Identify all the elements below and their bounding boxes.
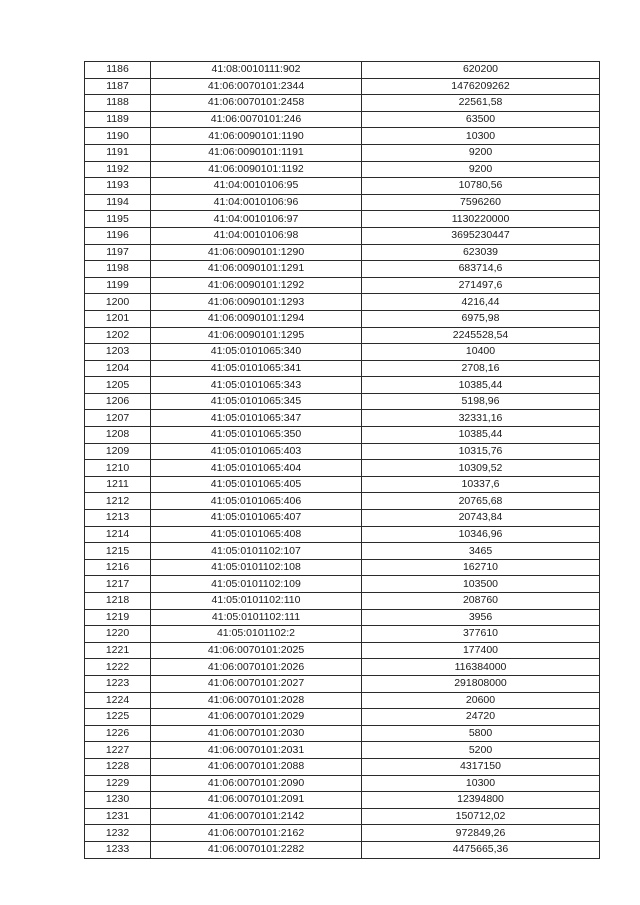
table-row: [85, 310, 600, 327]
value-cell: 10346,96: [362, 526, 600, 543]
table-row: [85, 327, 600, 344]
row-number-cell: 1189: [85, 111, 151, 128]
row-number-cell: 1210: [85, 460, 151, 477]
value-cell: 10385,44: [362, 377, 600, 394]
row-number-cell: 1233: [85, 841, 151, 858]
value-cell: 5198,96: [362, 393, 600, 410]
row-number-cell: 1228: [85, 758, 151, 775]
value-cell: 9200: [362, 144, 600, 161]
row-number-cell: 1224: [85, 692, 151, 709]
cadastral-number-cell: 41:05:0101065:340: [151, 344, 362, 361]
row-number-cell: 1208: [85, 427, 151, 444]
value-cell: 3956: [362, 609, 600, 626]
value-cell: 10300: [362, 128, 600, 145]
cadastral-number-cell: 41:06:0070101:2031: [151, 742, 362, 759]
table-row: [85, 360, 600, 377]
value-cell: 103500: [362, 576, 600, 593]
cadastral-number-cell: 41:06:0090101:1294: [151, 310, 362, 327]
cadastral-number-cell: 41:06:0090101:1192: [151, 161, 362, 178]
value-cell: 4475665,36: [362, 841, 600, 858]
row-number-cell: 1214: [85, 526, 151, 543]
cadastral-number-cell: 41:05:0101065:341: [151, 360, 362, 377]
row-number-cell: 1209: [85, 443, 151, 460]
value-cell: 116384000: [362, 659, 600, 676]
table-body: [85, 62, 600, 859]
cadastral-number-cell: 41:08:0010111:902: [151, 62, 362, 79]
value-cell: 20743,84: [362, 510, 600, 527]
table-row: [85, 775, 600, 792]
value-cell: 12394800: [362, 792, 600, 809]
table-row: [85, 377, 600, 394]
cadastral-number-cell: 41:06:0070101:2088: [151, 758, 362, 775]
value-cell: 7596260: [362, 194, 600, 211]
cadastral-number-cell: 41:06:0070101:2282: [151, 841, 362, 858]
cadastral-number-cell: 41:05:0101065:404: [151, 460, 362, 477]
value-cell: 10315,76: [362, 443, 600, 460]
table-row: [85, 111, 600, 128]
value-cell: 1130220000: [362, 211, 600, 228]
table-row: [85, 410, 600, 427]
cadastral-number-cell: 41:05:0101065:408: [151, 526, 362, 543]
row-number-cell: 1220: [85, 626, 151, 643]
row-number-cell: 1187: [85, 78, 151, 95]
table-row: [85, 393, 600, 410]
row-number-cell: 1204: [85, 360, 151, 377]
table-row: [85, 675, 600, 692]
row-number-cell: 1223: [85, 675, 151, 692]
cadastral-number-cell: 41:05:0101102:108: [151, 559, 362, 576]
row-number-cell: 1218: [85, 593, 151, 610]
table-row: [85, 294, 600, 311]
table-row: [85, 227, 600, 244]
value-cell: 9200: [362, 161, 600, 178]
value-cell: 377610: [362, 626, 600, 643]
value-cell: 972849,26: [362, 825, 600, 842]
cadastral-number-cell: 41:06:0070101:246: [151, 111, 362, 128]
cadastral-number-cell: 41:06:0070101:2142: [151, 808, 362, 825]
row-number-cell: 1225: [85, 709, 151, 726]
row-number-cell: 1190: [85, 128, 151, 145]
table-row: [85, 178, 600, 195]
cadastral-number-cell: 41:05:0101102:110: [151, 593, 362, 610]
cadastral-number-cell: 41:06:0070101:2458: [151, 95, 362, 112]
table-row: [85, 526, 600, 543]
table-row: [85, 609, 600, 626]
row-number-cell: 1201: [85, 310, 151, 327]
cadastral-number-cell: 41:05:0101102:2: [151, 626, 362, 643]
cadastral-number-cell: 41:04:0010106:95: [151, 178, 362, 195]
table-row: [85, 559, 600, 576]
value-cell: 22561,58: [362, 95, 600, 112]
cadastral-number-cell: 41:06:0070101:2344: [151, 78, 362, 95]
table-row: [85, 427, 600, 444]
table-row: [85, 543, 600, 560]
row-number-cell: 1200: [85, 294, 151, 311]
cadastral-number-cell: 41:06:0070101:2028: [151, 692, 362, 709]
cadastral-number-cell: 41:06:0090101:1190: [151, 128, 362, 145]
table-row: [85, 261, 600, 278]
cadastral-number-cell: 41:05:0101065:347: [151, 410, 362, 427]
table-row: [85, 725, 600, 742]
table-row: [85, 576, 600, 593]
cadastral-number-cell: 41:06:0070101:2026: [151, 659, 362, 676]
table-row: [85, 593, 600, 610]
cadastral-number-cell: 41:06:0090101:1290: [151, 244, 362, 261]
value-cell: 32331,16: [362, 410, 600, 427]
row-number-cell: 1227: [85, 742, 151, 759]
table-row: [85, 792, 600, 809]
value-cell: 162710: [362, 559, 600, 576]
row-number-cell: 1232: [85, 825, 151, 842]
value-cell: 4317150: [362, 758, 600, 775]
table-row: [85, 460, 600, 477]
value-cell: 1476209262: [362, 78, 600, 95]
cadastral-number-cell: 41:04:0010106:98: [151, 227, 362, 244]
cadastral-number-cell: 41:04:0010106:97: [151, 211, 362, 228]
value-cell: 63500: [362, 111, 600, 128]
value-cell: 10309,52: [362, 460, 600, 477]
row-number-cell: 1193: [85, 178, 151, 195]
cadastral-number-cell: 41:05:0101065:407: [151, 510, 362, 527]
row-number-cell: 1215: [85, 543, 151, 560]
value-cell: 291808000: [362, 675, 600, 692]
value-cell: 4216,44: [362, 294, 600, 311]
value-cell: 20600: [362, 692, 600, 709]
table-row: [85, 128, 600, 145]
cadastral-number-cell: 41:06:0070101:2030: [151, 725, 362, 742]
cadastral-number-cell: 41:05:0101065:343: [151, 377, 362, 394]
row-number-cell: 1202: [85, 327, 151, 344]
row-number-cell: 1206: [85, 393, 151, 410]
cadastral-number-cell: 41:06:0070101:2029: [151, 709, 362, 726]
row-number-cell: 1194: [85, 194, 151, 211]
cadastral-number-cell: 41:06:0070101:2162: [151, 825, 362, 842]
row-number-cell: 1199: [85, 277, 151, 294]
table-row: [85, 244, 600, 261]
cadastral-value-table: [84, 61, 600, 859]
row-number-cell: 1219: [85, 609, 151, 626]
table-row: [85, 659, 600, 676]
table-row: [85, 626, 600, 643]
row-number-cell: 1197: [85, 244, 151, 261]
table-row: [85, 493, 600, 510]
value-cell: 10300: [362, 775, 600, 792]
value-cell: 3695230447: [362, 227, 600, 244]
cadastral-number-cell: 41:05:0101102:109: [151, 576, 362, 593]
row-number-cell: 1192: [85, 161, 151, 178]
row-number-cell: 1229: [85, 775, 151, 792]
cadastral-number-cell: 41:05:0101102:107: [151, 543, 362, 560]
cadastral-number-cell: 41:05:0101065:406: [151, 493, 362, 510]
value-cell: 10780,56: [362, 178, 600, 195]
table-row: [85, 144, 600, 161]
cadastral-number-cell: 41:06:0090101:1293: [151, 294, 362, 311]
row-number-cell: 1186: [85, 62, 151, 79]
cadastral-number-cell: 41:06:0070101:2091: [151, 792, 362, 809]
row-number-cell: 1216: [85, 559, 151, 576]
row-number-cell: 1211: [85, 476, 151, 493]
cadastral-number-cell: 41:06:0090101:1292: [151, 277, 362, 294]
table-row: [85, 709, 600, 726]
value-cell: 2245528,54: [362, 327, 600, 344]
table-row: [85, 211, 600, 228]
table-row: [85, 808, 600, 825]
row-number-cell: 1226: [85, 725, 151, 742]
value-cell: 24720: [362, 709, 600, 726]
table-row: [85, 443, 600, 460]
table-row: [85, 62, 600, 79]
row-number-cell: 1231: [85, 808, 151, 825]
row-number-cell: 1198: [85, 261, 151, 278]
cadastral-number-cell: 41:05:0101065:405: [151, 476, 362, 493]
row-number-cell: 1196: [85, 227, 151, 244]
row-number-cell: 1203: [85, 344, 151, 361]
value-cell: 208760: [362, 593, 600, 610]
table-row: [85, 510, 600, 527]
value-cell: 683714,6: [362, 261, 600, 278]
row-number-cell: 1205: [85, 377, 151, 394]
value-cell: 2708,16: [362, 360, 600, 377]
row-number-cell: 1230: [85, 792, 151, 809]
row-number-cell: 1195: [85, 211, 151, 228]
table-row: [85, 476, 600, 493]
cadastral-number-cell: 41:06:0070101:2025: [151, 642, 362, 659]
table-row: [85, 161, 600, 178]
value-cell: 10337,6: [362, 476, 600, 493]
table-row: [85, 344, 600, 361]
value-cell: 10400: [362, 344, 600, 361]
table-row: [85, 78, 600, 95]
table-row: [85, 95, 600, 112]
value-cell: 150712,02: [362, 808, 600, 825]
value-cell: 6975,98: [362, 310, 600, 327]
cadastral-number-cell: 41:06:0090101:1291: [151, 261, 362, 278]
value-cell: 3465: [362, 543, 600, 560]
table-row: [85, 742, 600, 759]
cadastral-number-cell: 41:05:0101065:350: [151, 427, 362, 444]
table-row: [85, 692, 600, 709]
value-cell: 620200: [362, 62, 600, 79]
table-row: [85, 758, 600, 775]
row-number-cell: 1188: [85, 95, 151, 112]
row-number-cell: 1217: [85, 576, 151, 593]
row-number-cell: 1191: [85, 144, 151, 161]
table-row: [85, 841, 600, 858]
value-cell: 177400: [362, 642, 600, 659]
value-cell: 623039: [362, 244, 600, 261]
value-cell: 271497,6: [362, 277, 600, 294]
row-number-cell: 1222: [85, 659, 151, 676]
cadastral-number-cell: 41:06:0090101:1295: [151, 327, 362, 344]
cadastral-number-cell: 41:04:0010106:96: [151, 194, 362, 211]
cadastral-number-cell: 41:06:0070101:2090: [151, 775, 362, 792]
value-cell: 10385,44: [362, 427, 600, 444]
cadastral-number-cell: 41:06:0070101:2027: [151, 675, 362, 692]
table-row: [85, 825, 600, 842]
table-row: [85, 194, 600, 211]
value-cell: 5200: [362, 742, 600, 759]
row-number-cell: 1207: [85, 410, 151, 427]
value-cell: 20765,68: [362, 493, 600, 510]
row-number-cell: 1213: [85, 510, 151, 527]
cadastral-number-cell: 41:05:0101102:111: [151, 609, 362, 626]
cadastral-number-cell: 41:05:0101065:403: [151, 443, 362, 460]
table-row: [85, 642, 600, 659]
value-cell: 5800: [362, 725, 600, 742]
table-row: [85, 277, 600, 294]
row-number-cell: 1212: [85, 493, 151, 510]
cadastral-number-cell: 41:05:0101065:345: [151, 393, 362, 410]
cadastral-number-cell: 41:06:0090101:1191: [151, 144, 362, 161]
row-number-cell: 1221: [85, 642, 151, 659]
